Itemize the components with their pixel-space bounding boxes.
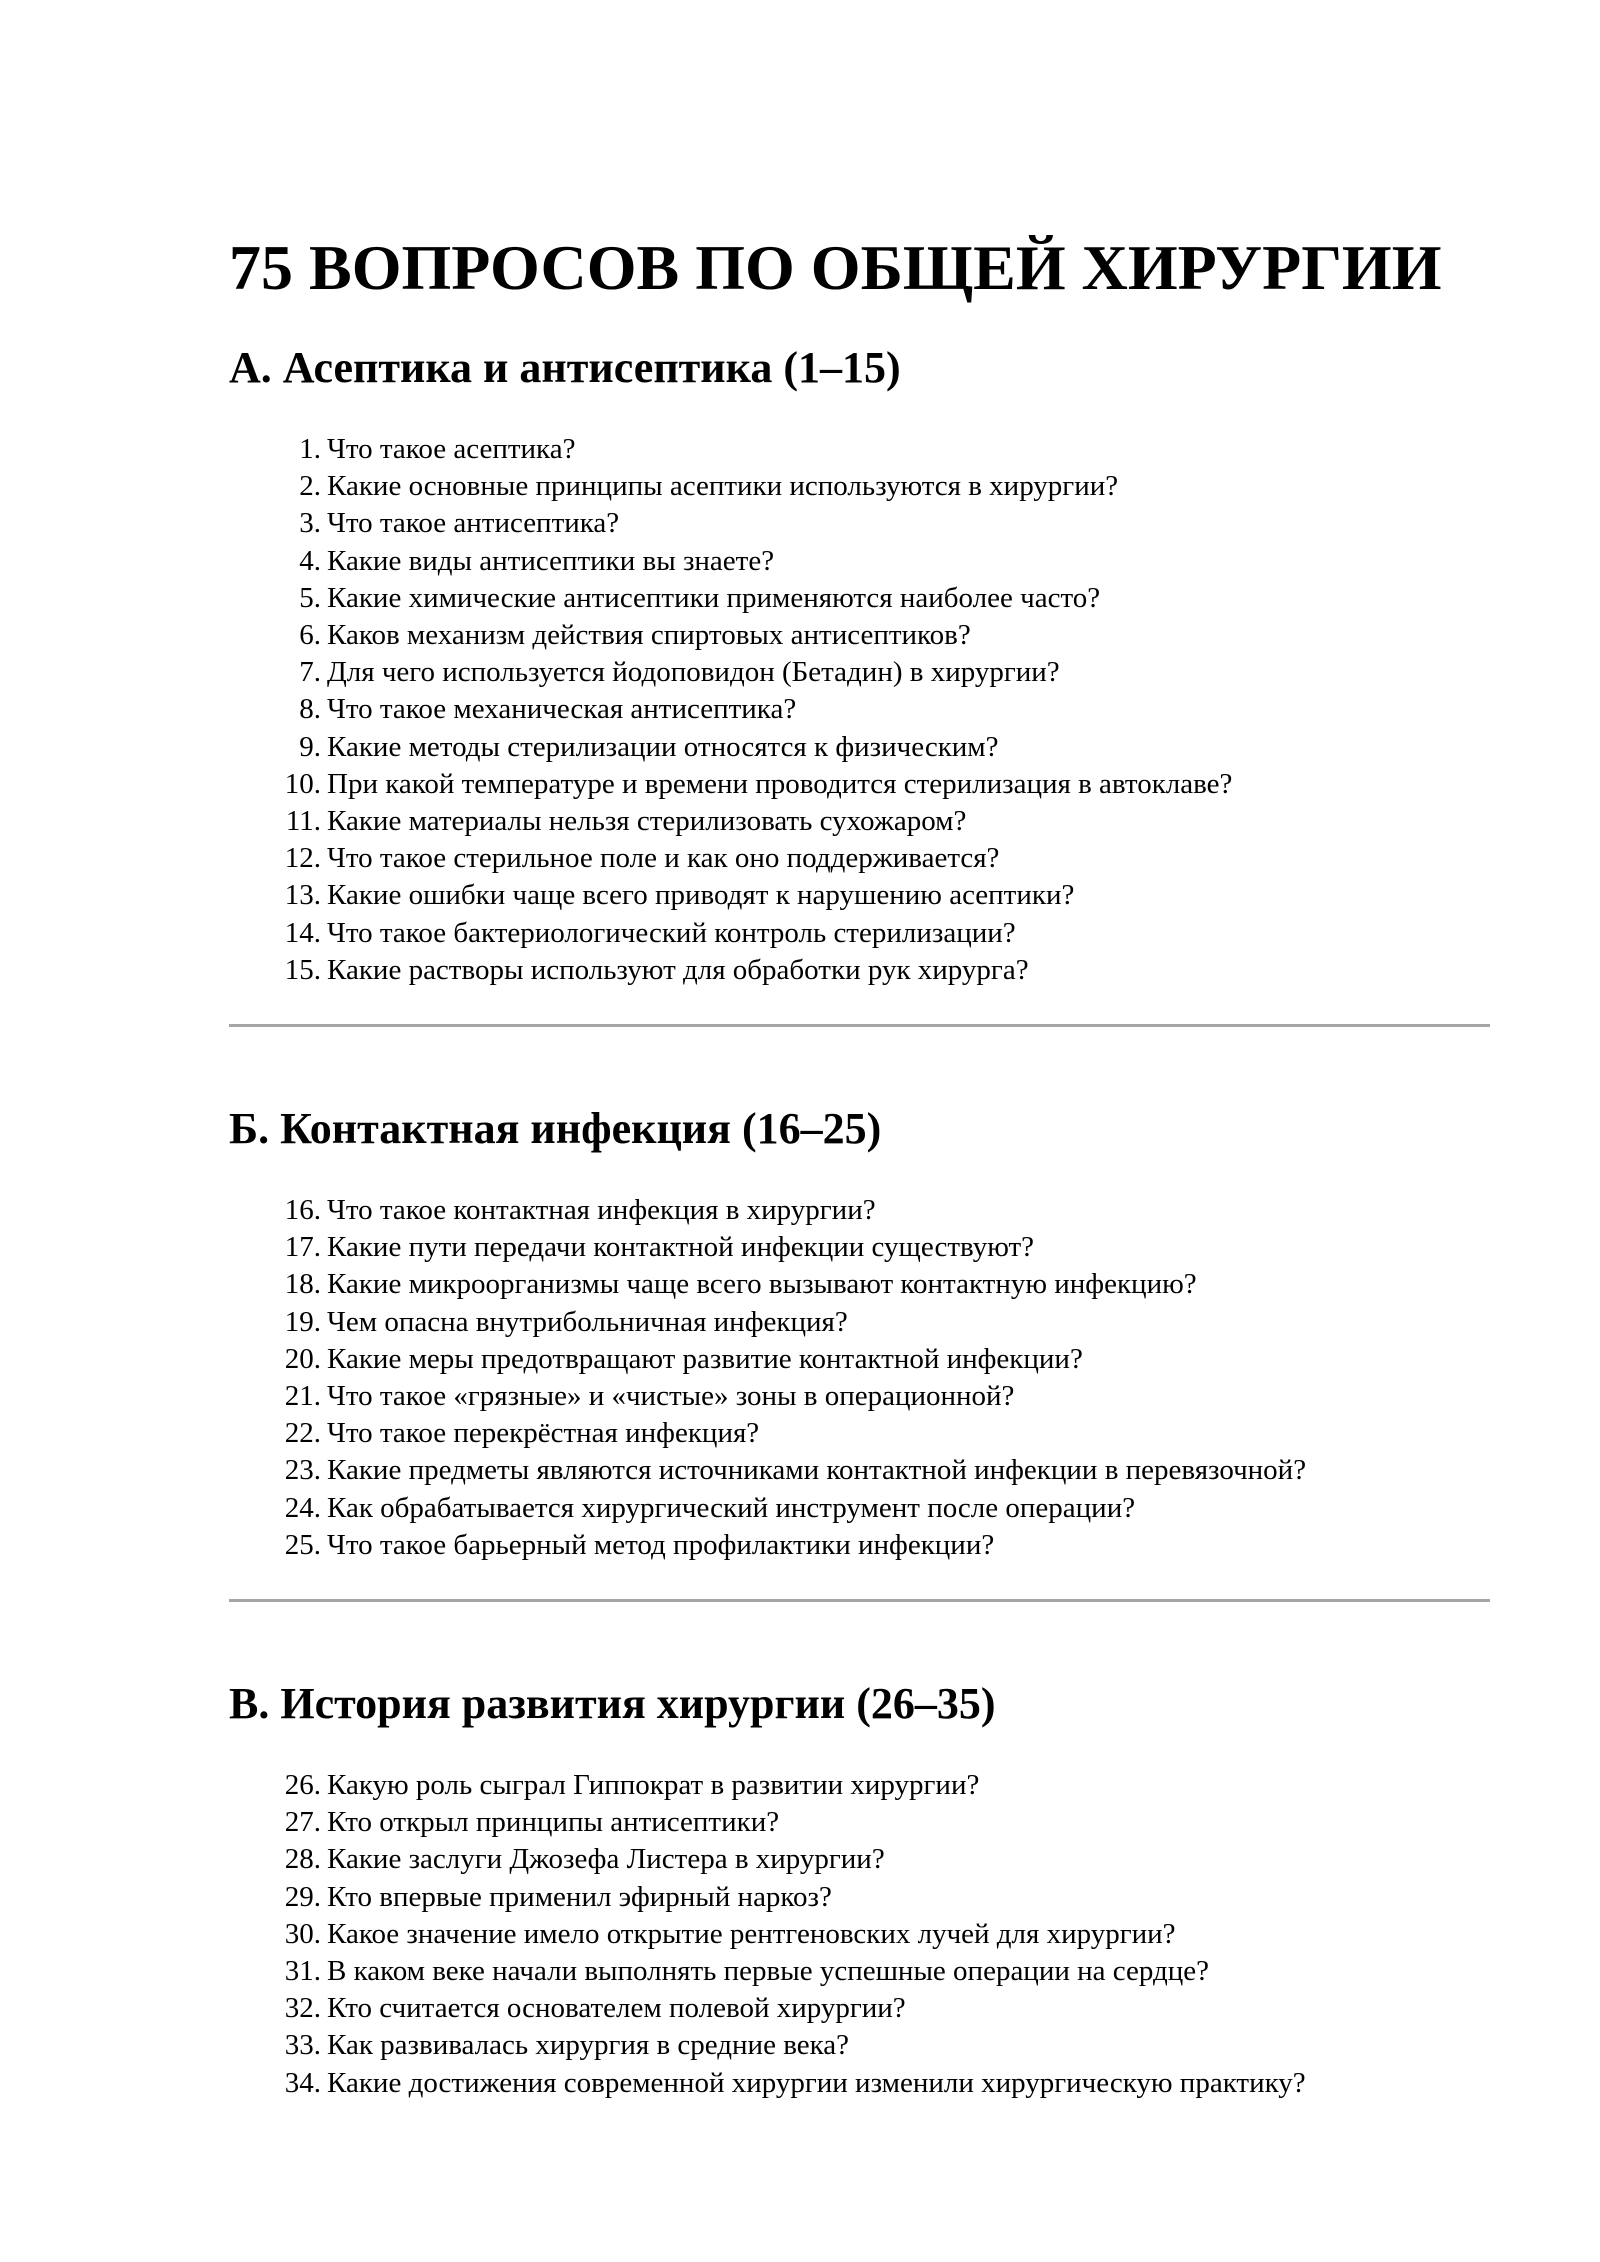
question-item <box>229 840 1232 877</box>
question-text: Как развивалась хирургия в средние века? <box>327 2029 849 2062</box>
question-text: Какие достижения современной хирургии изменили хирургическую практику? <box>327 2066 1306 2099</box>
question-item <box>229 1452 1306 1489</box>
question-item <box>229 617 1232 654</box>
question-item <box>229 1490 1306 1527</box>
question-number: 13. <box>284 879 321 912</box>
question-item <box>229 691 1232 728</box>
question-text: Что такое механическая антисептика? <box>327 693 797 726</box>
question-number: 4. <box>299 544 321 577</box>
question-list-c <box>229 1767 1306 2102</box>
question-text: Что такое «грязные» и «чистые» зоны в операционной? <box>327 1380 1015 1413</box>
question-number: 8. <box>299 693 321 726</box>
question-number: 32. <box>284 1992 321 2025</box>
question-number: 26. <box>284 1769 321 1801</box>
question-item <box>229 2065 1306 2102</box>
question-item <box>229 505 1232 542</box>
question-item <box>229 1916 1306 1953</box>
section-heading-a: А. Асептика и антисептика (1–15) <box>229 343 901 392</box>
question-list-a <box>229 431 1232 989</box>
question-text: Какие химические антисептики применяются наиболее часто? <box>327 581 1101 614</box>
question-item <box>229 1953 1306 1990</box>
question-item <box>229 1415 1306 1452</box>
document-title: 75 ВОПРОСОВ ПО ОБЩЕЙ ХИРУРГИИ <box>229 232 1442 303</box>
question-number: 7. <box>299 656 321 689</box>
question-text: Что такое барьерный метод профилактики инфекции? <box>327 1528 995 1561</box>
question-number: 29. <box>284 1880 321 1913</box>
question-text: Какое значение имело открытие рентгеновских лучей для хирургии? <box>327 1917 1176 1950</box>
question-number: 23. <box>284 1454 321 1487</box>
question-item <box>229 1767 1306 1804</box>
question-number: 20. <box>284 1342 321 1375</box>
question-item <box>229 1527 1306 1564</box>
question-number: 1. <box>299 433 321 465</box>
question-number: 31. <box>284 1955 321 1988</box>
question-list-b <box>229 1192 1306 1564</box>
question-number: 30. <box>284 1917 321 1950</box>
question-item <box>229 1990 1306 2027</box>
question-number: 24. <box>284 1491 321 1524</box>
question-number: 19. <box>284 1305 321 1338</box>
question-number: 11. <box>285 805 321 838</box>
section-divider <box>229 1024 1490 1027</box>
question-number: 14. <box>284 916 321 949</box>
question-number: 3. <box>299 507 321 540</box>
question-number: 34. <box>284 2066 321 2099</box>
question-number: 25. <box>284 1528 321 1561</box>
question-number: 17. <box>284 1231 321 1264</box>
question-text: Как обрабатывается хирургический инструмент после операции? <box>327 1491 1136 1524</box>
question-text: Какие материалы нельзя стерилизовать сухожаром? <box>327 805 967 838</box>
question-item <box>229 1879 1306 1916</box>
question-item <box>229 1341 1306 1378</box>
question-text: Что такое антисептика? <box>327 507 620 540</box>
question-number: 27. <box>284 1806 321 1839</box>
question-item <box>229 2027 1306 2064</box>
section-heading-b: Б. Контактная инфекция (16–25) <box>229 1104 882 1153</box>
question-text: Для чего используется йодоповидон (Бетадин) в хирургии? <box>327 656 1060 689</box>
question-item <box>229 654 1232 691</box>
question-item <box>229 580 1232 617</box>
question-item <box>229 729 1232 766</box>
question-text: Кто открыл принципы антисептики? <box>327 1806 780 1839</box>
question-item <box>229 915 1232 952</box>
question-text: Какие пути передачи контактной инфекции существуют? <box>327 1231 1035 1264</box>
question-item <box>229 543 1232 580</box>
question-text: Каков механизм действия спиртовых антисептиков? <box>327 619 971 652</box>
question-number: 6. <box>299 619 321 652</box>
question-text: Какие виды антисептики вы знаете? <box>327 544 775 577</box>
question-text: Какие основные принципы асептики используются в хирургии? <box>327 470 1119 503</box>
question-item <box>229 766 1232 803</box>
question-item <box>229 1192 1306 1229</box>
question-text: Какие микроорганизмы чаще всего вызывают контактную инфекцию? <box>327 1268 1197 1301</box>
question-text: В каком веке начали выполнять первые успешные операции на сердце? <box>327 1955 1209 1988</box>
question-number: 18. <box>284 1268 321 1301</box>
question-text: Какие растворы используют для обработки рук хирурга? <box>327 953 1029 986</box>
question-item <box>229 952 1232 989</box>
question-item <box>229 1378 1306 1415</box>
question-text: Какую роль сыграл Гиппократ в развитии хирургии? <box>327 1769 980 1801</box>
question-text: Кто впервые применил эфирный наркоз? <box>327 1880 832 1913</box>
question-number: 15. <box>284 953 321 986</box>
question-number: 21. <box>284 1380 321 1413</box>
question-number: 28. <box>284 1843 321 1876</box>
question-text: Что такое асептика? <box>327 433 576 465</box>
question-text: Что такое контактная инфекция в хирургии? <box>327 1194 876 1226</box>
question-text: Чем опасна внутрибольничная инфекция? <box>327 1305 848 1338</box>
section-divider <box>229 1599 1490 1602</box>
question-number: 22. <box>284 1417 321 1450</box>
question-number: 16. <box>284 1194 321 1226</box>
question-number: 10. <box>284 767 321 800</box>
section-heading-c: В. История развития хирургии (26–35) <box>229 1679 996 1728</box>
question-number: 9. <box>299 730 321 763</box>
question-number: 12. <box>284 842 321 875</box>
question-number: 2. <box>299 470 321 503</box>
question-text: Что такое бактериологический контроль стерилизации? <box>327 916 1016 949</box>
question-item <box>229 468 1232 505</box>
question-item <box>229 1804 1306 1841</box>
question-text: Какие ошибки чаще всего приводят к нарушению асептики? <box>327 879 1075 912</box>
question-item <box>229 1266 1306 1303</box>
question-item <box>229 431 1232 468</box>
question-number: 33. <box>284 2029 321 2062</box>
question-item <box>229 877 1232 914</box>
question-text: Что такое стерильное поле и как оно поддерживается? <box>327 842 1000 875</box>
question-item <box>229 1229 1306 1266</box>
question-item <box>229 1841 1306 1878</box>
question-text: Что такое перекрёстная инфекция? <box>327 1417 760 1450</box>
question-text: Какие меры предотвращают развитие контактной инфекции? <box>327 1342 1083 1375</box>
question-item <box>229 803 1232 840</box>
question-text: Какие предметы являются источниками контактной инфекции в перевязочной? <box>327 1454 1307 1487</box>
question-text: Какие методы стерилизации относятся к физическим? <box>327 730 999 763</box>
question-text: Какие заслуги Джозефа Листера в хирургии? <box>327 1843 885 1876</box>
question-text: Кто считается основателем полевой хирургии? <box>327 1992 906 2025</box>
question-item <box>229 1304 1306 1341</box>
question-text: При какой температуре и времени проводится стерилизация в автоклаве? <box>327 767 1233 800</box>
question-number: 5. <box>299 581 321 614</box>
